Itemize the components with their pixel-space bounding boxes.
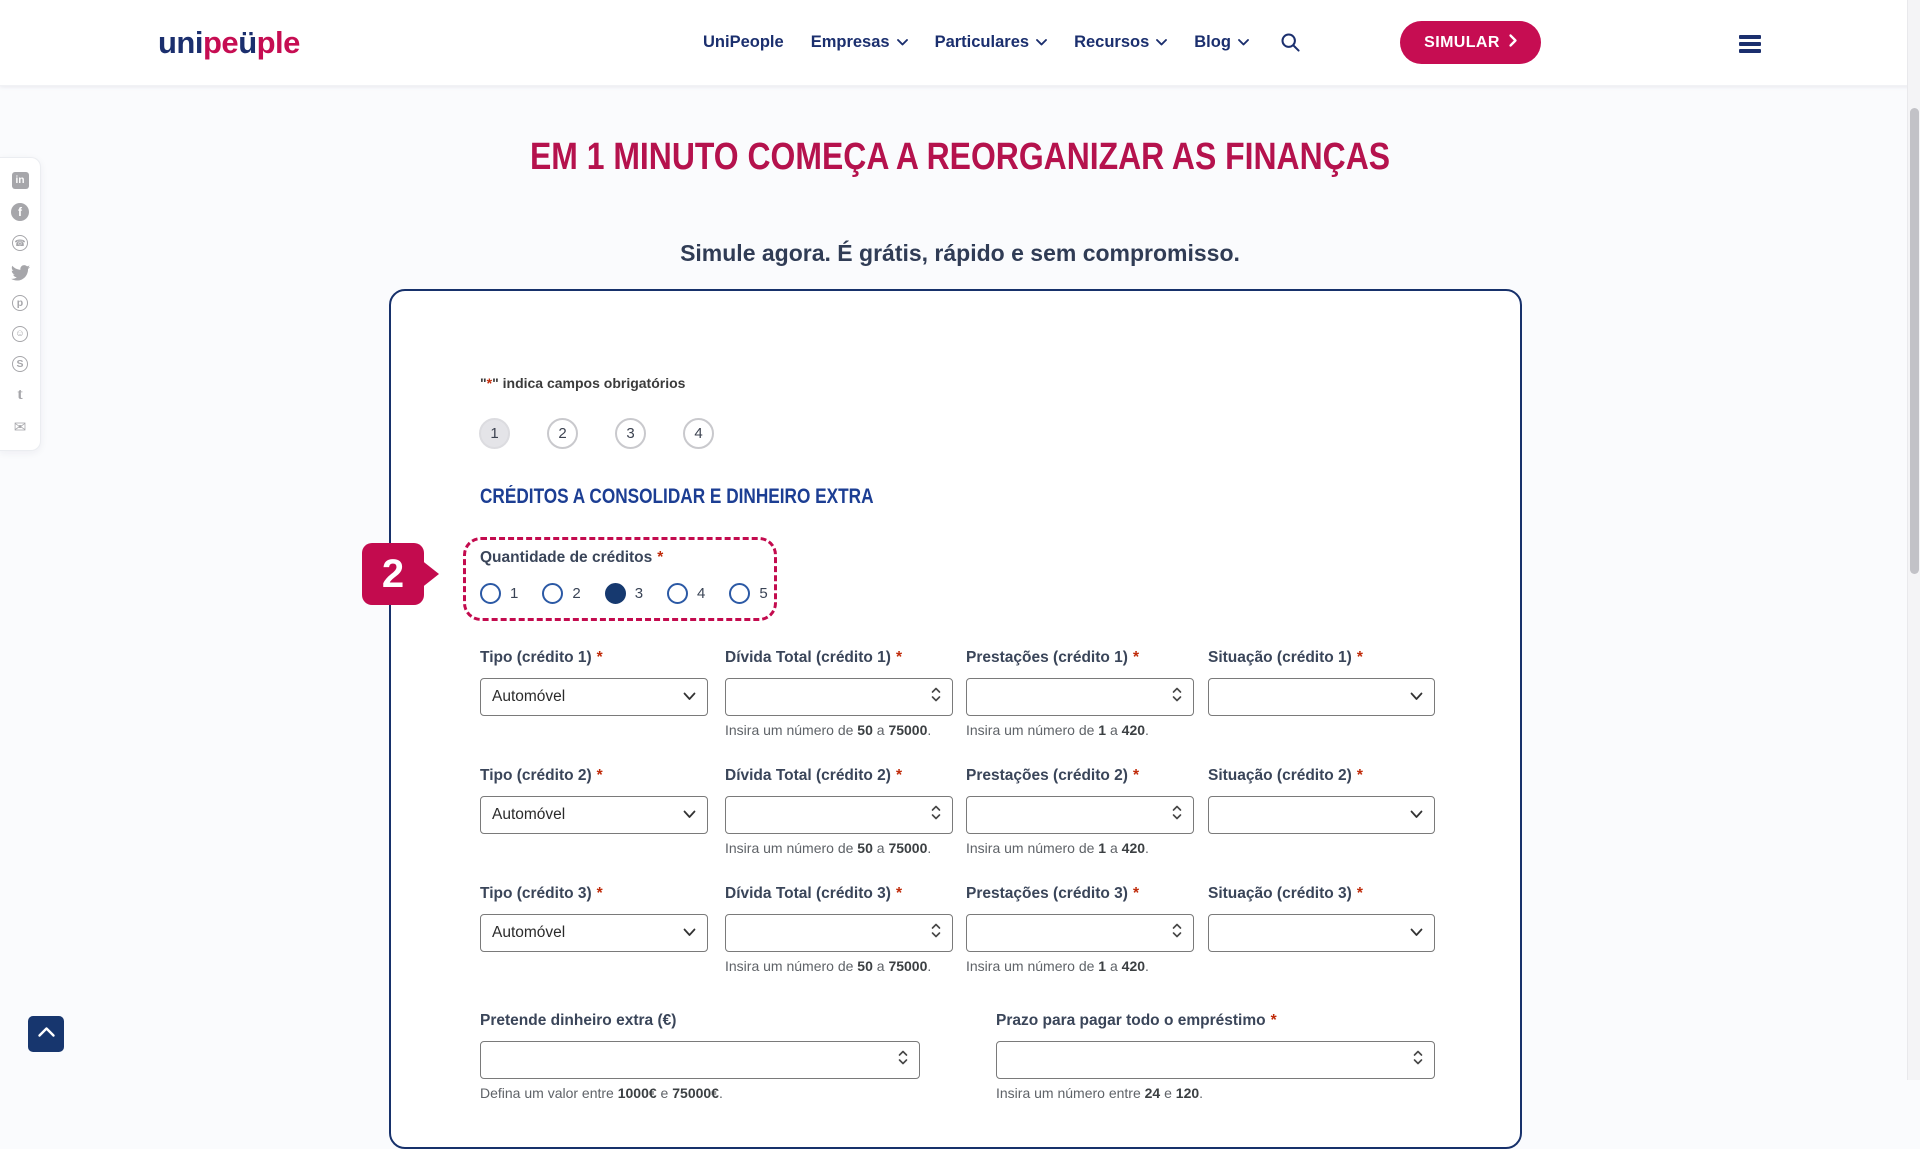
linkedin-icon[interactable]: in [12, 172, 29, 189]
form-field [480, 885, 708, 952]
radio-label: 4 [697, 585, 706, 602]
form-field [480, 1012, 920, 1101]
form-field [480, 767, 708, 834]
required-asterisk: * [1132, 767, 1140, 784]
chevron-down-icon [683, 688, 696, 706]
field-helper-text: Insira um número de 1 a 420. [966, 840, 1149, 856]
number-stepper-icon[interactable] [1413, 1049, 1423, 1071]
select-value: Automóvel [492, 688, 566, 705]
form-step-3: 3 [615, 418, 646, 449]
field-label: Prestações (crédito 2) * [966, 767, 1140, 784]
number-stepper-icon[interactable] [931, 922, 941, 944]
number-stepper-icon[interactable] [1172, 686, 1182, 708]
scrollbar-thumb[interactable] [1910, 108, 1919, 574]
radio-circle[interactable] [729, 583, 750, 604]
radio-circle[interactable] [605, 583, 626, 604]
radio-circle[interactable] [542, 583, 563, 604]
form-field [1208, 649, 1435, 716]
radio-label: 1 [510, 585, 519, 602]
back-to-top-button[interactable] [28, 1016, 64, 1052]
chevron-down-icon [1156, 39, 1167, 46]
nav-link-empresas[interactable] [811, 33, 908, 52]
number-input-pretende-dinheiro-extra[interactable] [480, 1041, 920, 1079]
note-text: * [486, 375, 493, 391]
nav-link-label: Particulares [934, 33, 1030, 51]
required-asterisk: * [596, 767, 603, 784]
logo-part: pe [203, 24, 239, 60]
quantity-radio-4[interactable] [667, 583, 705, 604]
required-asterisk: * [657, 549, 664, 566]
field-label: Pretende dinheiro extra (€) [480, 1012, 677, 1029]
number-input-di-vida-total-cre-dito-1[interactable] [725, 678, 953, 716]
logo-part: uni [158, 24, 203, 60]
field-helper-text: Insira um número de 50 a 75000. [725, 958, 932, 974]
field-label: Dívida Total (crédito 2) * [725, 767, 902, 784]
reddit-icon[interactable]: ☺ [12, 326, 28, 342]
credit-field-rows [480, 649, 1435, 1003]
form-field [725, 767, 953, 856]
radio-label: 2 [572, 585, 581, 602]
annotation-badge-2: 2 [362, 543, 424, 605]
field-label: Situação (crédito 3) * [1208, 885, 1363, 902]
select-tipo-cre-dito-1[interactable] [480, 678, 708, 716]
chevron-down-icon [1410, 688, 1423, 706]
quantity-radio-3[interactable] [605, 583, 643, 604]
logo-part: ü [238, 24, 257, 60]
required-asterisk: * [1132, 885, 1140, 902]
radio-circle[interactable] [667, 583, 688, 604]
simular-label: SIMULAR [1424, 33, 1500, 51]
page-subtitle: Simule agora. É grátis, rápido e sem compromisso. [680, 240, 1240, 266]
number-stepper-icon[interactable] [898, 1049, 908, 1071]
twitter-icon[interactable] [11, 265, 30, 281]
chevron-down-icon [1410, 806, 1423, 824]
email-icon[interactable]: ✉ [13, 418, 27, 436]
chevron-up-icon [37, 1025, 56, 1043]
pinterest-icon[interactable]: p [12, 295, 28, 311]
number-stepper-icon[interactable] [1172, 804, 1182, 826]
field-label: Prestações (crédito 1) * [966, 649, 1140, 666]
section-title: CRÉDITOS A CONSOLIDAR E DINHEIRO EXTRA [480, 485, 874, 508]
radio-circle[interactable] [480, 583, 501, 604]
nav-link-label: Blog [1194, 33, 1231, 51]
form-step-1: 1 [479, 418, 510, 449]
field-label: Situação (crédito 1) * [1208, 649, 1363, 666]
field-label: Tipo (crédito 2) * [480, 767, 603, 784]
select-situac-a-o-cre-dito-1[interactable] [1208, 678, 1435, 716]
field-label: Tipo (crédito 1) * [480, 649, 603, 666]
simular-button[interactable] [1400, 21, 1541, 64]
chevron-down-icon [1036, 39, 1047, 46]
number-stepper-icon[interactable] [1172, 922, 1182, 944]
scrollbar-track[interactable] [1907, 0, 1920, 1080]
number-stepper-icon[interactable] [931, 686, 941, 708]
form-field [1208, 885, 1435, 952]
field-helper-text: Defina um valor entre 1000€ e 75000€. [480, 1085, 723, 1101]
required-asterisk: * [1356, 649, 1363, 666]
quantity-radio-5[interactable] [729, 583, 767, 604]
form-field [1208, 767, 1435, 834]
field-label: Prazo para pagar todo o empréstimo * [996, 1012, 1277, 1029]
form-field [966, 649, 1194, 738]
select-situac-a-o-cre-dito-2[interactable] [1208, 796, 1435, 834]
field-helper-text: Insira um número de 1 a 420. [966, 958, 1149, 974]
hamburger-menu-icon[interactable] [1739, 35, 1761, 53]
quantity-credits-label: Quantidade de créditos * [480, 549, 664, 566]
field-label: Tipo (crédito 3) * [480, 885, 603, 902]
nav-link-particulares[interactable] [935, 33, 1047, 52]
nav-link-label: Recursos [1074, 33, 1150, 51]
required-asterisk: * [1270, 1012, 1277, 1029]
chevron-right-icon [1509, 34, 1517, 52]
select-situac-a-o-cre-dito-3[interactable] [1208, 914, 1435, 952]
required-asterisk: * [1356, 885, 1363, 902]
chevron-down-icon [1238, 39, 1249, 46]
quantity-radio-1[interactable] [480, 583, 518, 604]
facebook-icon[interactable]: f [11, 203, 29, 221]
nav-link-recursos[interactable] [1074, 33, 1167, 52]
number-stepper-icon[interactable] [931, 804, 941, 826]
select-value: Automóvel [492, 924, 566, 941]
required-asterisk: * [1356, 767, 1363, 784]
skype-icon[interactable]: S [12, 356, 28, 372]
credit-row [480, 649, 1435, 767]
required-fields-note [480, 375, 685, 391]
select-tipo-cre-dito-2[interactable] [480, 796, 708, 834]
required-asterisk: * [895, 885, 902, 902]
search-icon[interactable] [1280, 32, 1301, 53]
nav-link-label: UniPeople [703, 33, 784, 51]
number-input-di-vida-total-cre-dito-2[interactable] [725, 796, 953, 834]
form-steps [479, 418, 714, 449]
form-field [966, 767, 1194, 856]
nav-link-blog[interactable] [1194, 33, 1249, 52]
number-input-prestac-o-es-cre-dito-1[interactable] [966, 678, 1194, 716]
number-input-prestac-o-es-cre-dito-2[interactable] [966, 796, 1194, 834]
field-helper-text: Insira um número de 50 a 75000. [725, 840, 932, 856]
nav-link-label: Empresas [810, 33, 890, 51]
field-helper-text: Insira um número de 1 a 420. [966, 722, 1149, 738]
note-text: " indica campos obrigatórios [492, 375, 686, 391]
required-asterisk: * [895, 767, 902, 784]
quantity-radio-2[interactable] [542, 583, 580, 604]
chevron-down-icon [897, 39, 908, 46]
required-asterisk: * [895, 649, 902, 666]
note-text: " [480, 375, 487, 391]
radio-label: 5 [759, 585, 768, 602]
logo-part: ple [256, 24, 300, 60]
form-step-4: 4 [683, 418, 714, 449]
whatsapp-icon[interactable]: ☎ [12, 235, 28, 251]
form-field [725, 885, 953, 974]
nav-link-unipeople[interactable] [703, 33, 784, 52]
page-title: EM 1 MINUTO COMEÇA A REORGANIZAR AS FINANÇAS [529, 136, 1391, 178]
credit-row [480, 767, 1435, 885]
radio-label: 3 [634, 585, 644, 602]
form-field [966, 885, 1194, 974]
required-asterisk: * [596, 885, 603, 902]
field-helper-text: Insira um número entre 24 e 120. [996, 1085, 1204, 1101]
chevron-down-icon [683, 806, 696, 824]
form-field [996, 1012, 1435, 1101]
form-field [480, 649, 708, 716]
chevron-down-icon [683, 924, 696, 942]
credit-row [480, 885, 1435, 1003]
required-asterisk: * [596, 649, 603, 666]
field-label: Situação (crédito 2) * [1208, 767, 1363, 784]
field-label: Prestações (crédito 3) * [966, 885, 1140, 902]
unipeople-logo[interactable] [158, 25, 300, 61]
field-label: Dívida Total (crédito 3) * [725, 885, 902, 902]
top-navbar [0, 0, 1920, 86]
select-tipo-cre-dito-3[interactable] [480, 914, 708, 952]
number-input-prestac-o-es-cre-dito-3[interactable] [966, 914, 1194, 952]
select-value: Automóvel [492, 806, 566, 823]
form-step-2: 2 [547, 418, 578, 449]
social-share-sidebar [0, 157, 41, 451]
quantity-credits-radio-group [480, 583, 768, 604]
field-helper-text: Insira um número de 50 a 75000. [725, 722, 932, 738]
tumblr-icon[interactable]: t [17, 385, 23, 403]
main-nav [703, 0, 1301, 85]
number-input-prazo-para-pagar-todo-o-empre-stimo[interactable] [996, 1041, 1435, 1079]
required-asterisk: * [1132, 649, 1140, 666]
number-input-di-vida-total-cre-dito-3[interactable] [725, 914, 953, 952]
chevron-down-icon [1410, 924, 1423, 942]
field-label: Dívida Total (crédito 1) * [725, 649, 902, 666]
simulator-form-card [381, 289, 1522, 1149]
form-field [725, 649, 953, 738]
